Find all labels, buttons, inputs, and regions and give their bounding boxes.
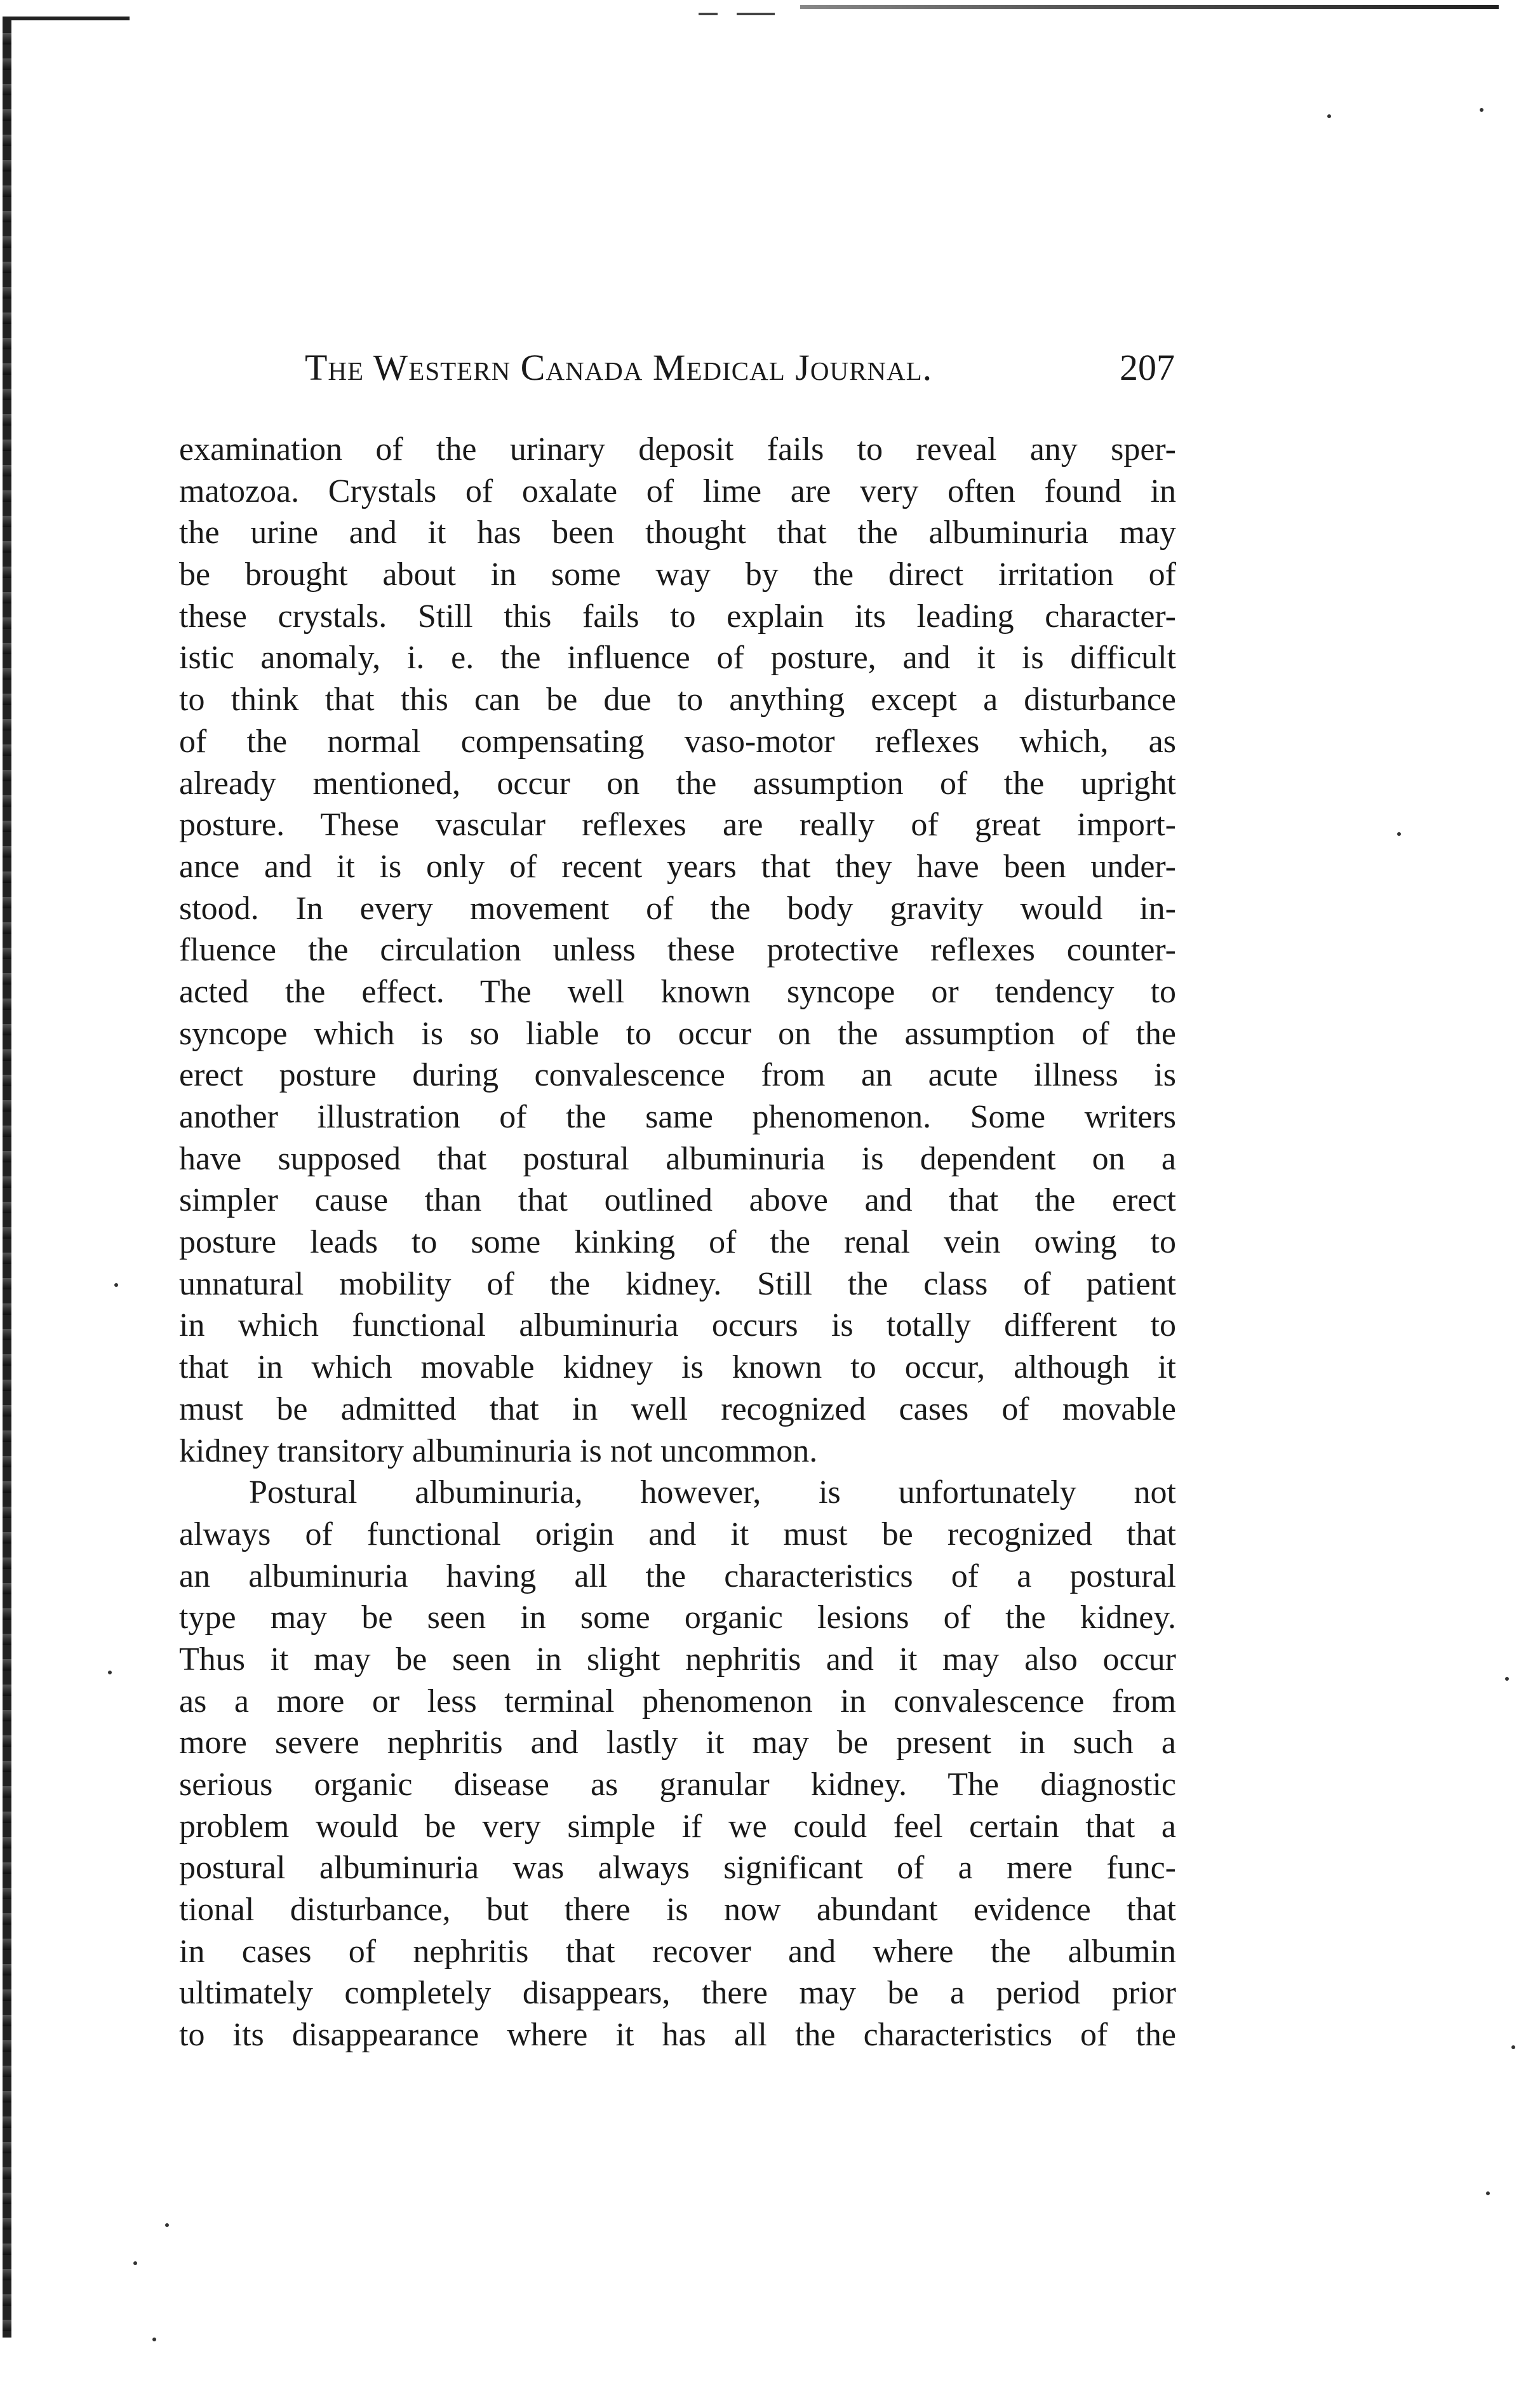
running-head <box>305 346 1175 403</box>
scan-speck <box>1511 2045 1515 2049</box>
text-line: stood. In every movement of the body gravity would in- <box>179 890 1176 927</box>
page-number: 207 <box>1120 347 1175 388</box>
text-line: the urine and it has been thought that the albuminuria may <box>179 515 1176 551</box>
text-line: in cases of nephritis that recover and where the albumin <box>179 1933 1176 1970</box>
text-line: more severe nephritis and lastly it may be present in such a <box>179 1725 1176 1761</box>
text-line: an albuminuria having all the characteristics of a postural <box>179 1558 1176 1594</box>
text-line: syncope which is so liable to occur on the assumption of the <box>179 1015 1176 1052</box>
paragraph <box>179 1472 1176 2056</box>
text-line: to its disappearance where it has all the characteristics of the <box>179 2017 1176 2054</box>
text-line: already mentioned, occur on the assumption of the upright <box>179 765 1176 802</box>
text-line: istic anomaly, i. e. the influence of posture, and it is difficult <box>179 640 1176 676</box>
text-line: be brought about in some way by the direct irritation of <box>179 556 1176 593</box>
text-line: tional disturbance, but there is now abundant evidence that <box>179 1892 1176 1928</box>
text-line: another illustration of the same phenomenon. Some writers <box>179 1099 1176 1135</box>
text-line: fluence the circulation unless these protective reflexes counter- <box>179 932 1176 969</box>
scan-speck <box>1327 114 1331 118</box>
text-line: must be admitted that in well recognized cases of movable <box>179 1390 1176 1427</box>
text-line: problem would be very simple if we could feel certain that a <box>179 1808 1176 1845</box>
scan-edge-rule <box>800 5 1499 9</box>
text-line: serious organic disease as granular kidney. The diagnostic <box>179 1766 1176 1803</box>
scan-speck <box>1397 832 1401 836</box>
text-line: examination of the urinary deposit fails to reveal any sper- <box>179 431 1176 468</box>
text-line: to think that this can be due to anything except a disturbance <box>179 682 1176 718</box>
text-line: in which functional albuminuria occurs is totally different to <box>179 1307 1176 1344</box>
scan-speck <box>1505 1677 1509 1681</box>
text-line: of the normal compensating vaso-motor reflexes which, as <box>179 723 1176 760</box>
binding-shadow-top <box>3 17 130 20</box>
text-line: as a more or less terminal phenomenon in convalescence from <box>179 1683 1176 1719</box>
journal-title: The Western Canada Medical Journal. <box>305 347 933 388</box>
text-line: always of functional origin and it must be recognized that <box>179 1516 1176 1552</box>
text-line: simpler cause than that outlined above and that the erect <box>179 1182 1176 1219</box>
text-line: kidney transitory albuminuria is not uncommon. <box>179 1432 818 1469</box>
text-line: ance and it is only of recent years that they have been under- <box>179 848 1176 885</box>
scan-speck <box>1480 108 1483 112</box>
scan-speck <box>133 2261 137 2265</box>
text-line: these crystals. Still this fails to explain its leading character- <box>179 598 1176 635</box>
text-line: posture. These vascular reflexes are really of great import- <box>179 807 1176 844</box>
text-line: posture leads to some kinking of the renal vein owing to <box>179 1224 1176 1261</box>
text-line: ultimately completely disappears, there may be a period prior <box>179 1975 1176 2012</box>
scan-speck <box>152 2338 156 2341</box>
text-line: type may be seen in some organic lesions of the kidney. <box>179 1599 1176 1636</box>
scan-dash <box>737 13 775 15</box>
text-line: have supposed that postural albuminuria is dependent on a <box>179 1140 1176 1177</box>
text-line: that in which movable kidney is known to occur, although it <box>179 1349 1176 1386</box>
scan-speck <box>1486 2191 1490 2195</box>
text-line: Postural albuminuria, however, is unfortunately not <box>249 1474 1176 1511</box>
text-line: Thus it may be seen in slight nephritis and it may also occur <box>179 1641 1176 1678</box>
scan-dash <box>699 13 718 15</box>
scan-speck <box>108 1671 112 1674</box>
scan-speck <box>114 1283 118 1287</box>
text-line: unnatural mobility of the kidney. Still the class of patient <box>179 1265 1176 1302</box>
binding-shadow <box>3 19 11 2338</box>
scan-speck <box>165 2223 169 2227</box>
text-line: acted the effect. The well known syncope or tendency to <box>179 973 1176 1010</box>
text-line: matozoa. Crystals of oxalate of lime are very often found in <box>179 473 1176 509</box>
paragraph <box>179 429 1176 1472</box>
body-text <box>179 429 1176 2056</box>
text-line: postural albuminuria was always significant of a mere func- <box>179 1850 1176 1887</box>
text-line: erect posture during convalescence from an acute illness is <box>179 1057 1176 1094</box>
